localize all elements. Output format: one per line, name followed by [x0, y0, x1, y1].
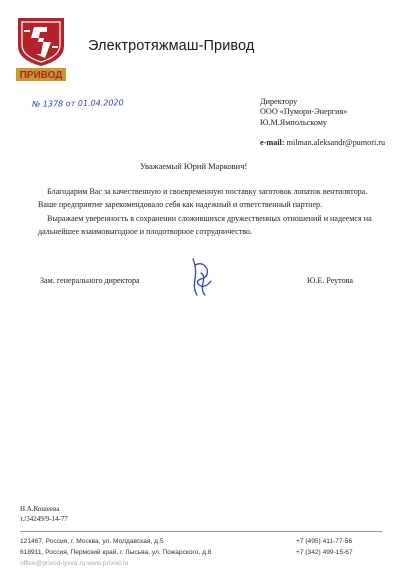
paragraph-1-line-2: Ваше предприятие зарекомендовало себя как надежный и ответственный партнер.: [38, 199, 323, 209]
footer-address-moscow: 121467, Россия, г. Москва, ул. Молдавская, д.5: [20, 538, 164, 545]
executor-name: Н.А.Кошеева: [20, 505, 60, 513]
email-address[interactable]: milman.aleksandr@pumori.ru: [286, 138, 386, 147]
email-label: e-mail:: [260, 138, 285, 147]
letter-greeting: Уважаемый Юрий Маркович!: [140, 161, 248, 171]
privod-logo-icon: [14, 16, 68, 82]
handwritten-registration-note: № 1378 от 01.04.2020: [31, 98, 124, 109]
paragraph-1-line-1: Благодарим Вас за качественную и своевременную поставку заготовок лопаток вентилятора.: [47, 187, 368, 196]
signer-title: Зам. генерального директора: [40, 276, 140, 285]
footer-phones: [296, 536, 353, 558]
letter-paragraph-1: [38, 186, 378, 211]
letter-paragraph-2: Выражаем уверенность в сохранении сложившихся дружественных отношений и надеемся на дальнейшее взаимовыгодное и плодотворное сотрудничество.: [38, 214, 372, 236]
footer-addresses: [20, 536, 211, 569]
addressee-line-1: Директору: [260, 97, 298, 106]
addressee-line-3: Ю.М.Ямпольскому: [260, 117, 328, 127]
company-name: Электротяжмаш-Привод: [88, 38, 255, 54]
executor-phone: т./34249/9-14-77: [20, 515, 68, 523]
addressee-line-2: ООО «Пумори-Энергия»: [260, 107, 348, 117]
addressee-block: [260, 97, 347, 128]
executor-block: [20, 504, 68, 524]
logo-text: ПРИВОД: [19, 70, 63, 81]
footer-phone-1: +7 (495) 411-77-56: [296, 538, 353, 545]
footer-contacts-partial: office@privod-lysva.ru www.privod.ru: [20, 560, 129, 567]
signature-scribble-icon: [183, 255, 217, 299]
handwritten-signature: [183, 255, 217, 299]
footer-address-lysva: 618911, Россия, Пермский край, г. Лысьва, ул. Пожарского, д.8: [20, 549, 212, 556]
signer-name: Ю.Е. Реутова: [307, 276, 353, 285]
footer-phone-2: +7 (342) 499-15-67: [296, 549, 353, 556]
company-logo: [14, 16, 68, 82]
addressee-email: [260, 138, 385, 147]
footer-divider: [20, 531, 382, 532]
